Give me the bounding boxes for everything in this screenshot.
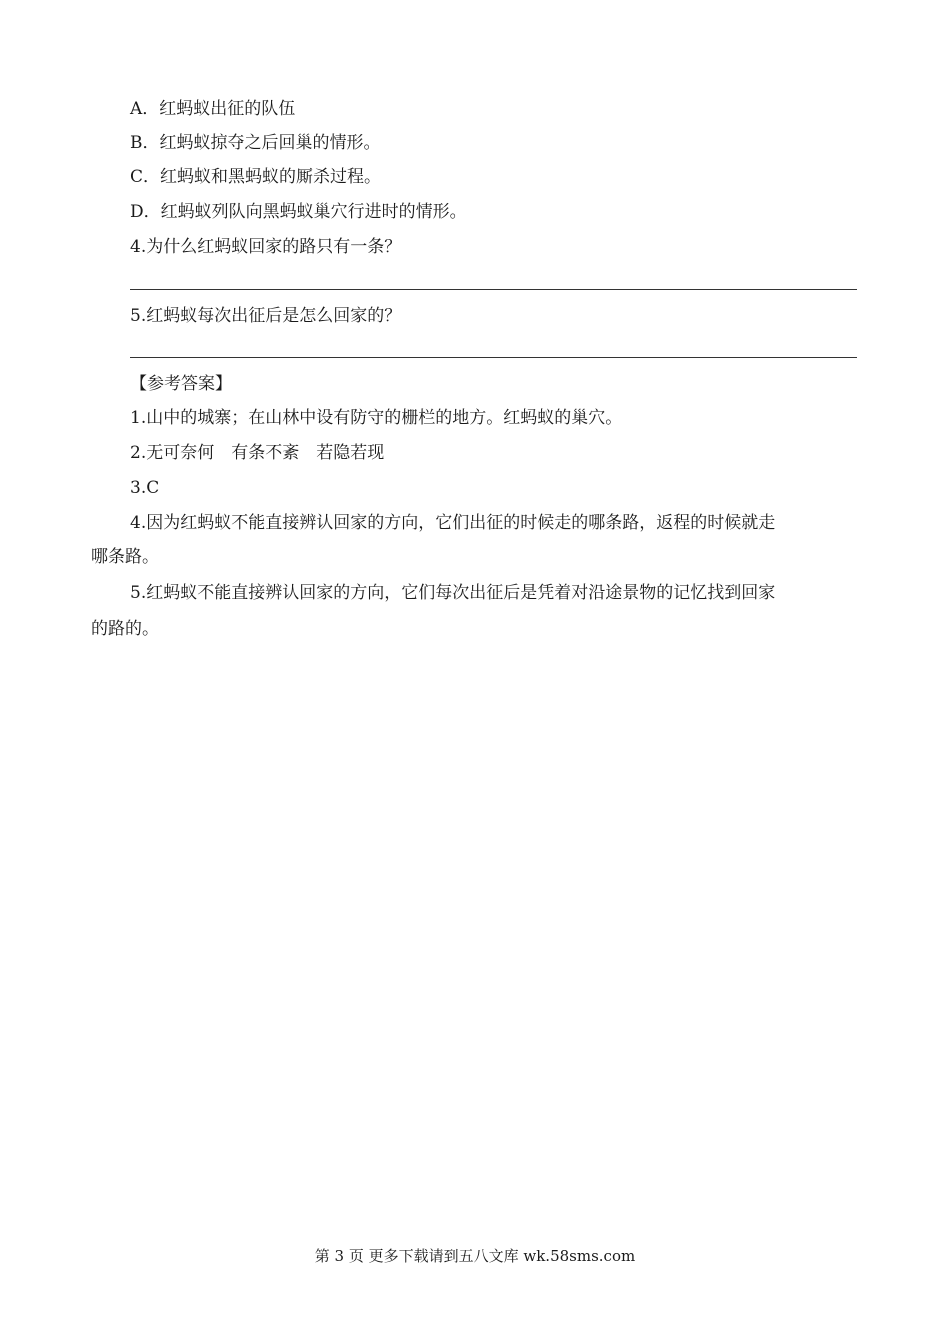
question-5: 5.红蚂蚁每次出征后是怎么回家的？: [130, 306, 402, 326]
answer-1: 1.山中的城寨；在山林中设有防守的栅栏的地方。红蚂蚁的巢穴。: [130, 408, 623, 428]
answer-5-line-1: 5.红蚂蚁不能直接辨认回家的方向，它们每次出征后是凭着对沿途景物的记忆找到回家: [130, 583, 776, 603]
option-b: B．红蚂蚁掠夺之后回巢的情形。: [130, 133, 381, 153]
question-4: 4.为什么红蚂蚁回家的路只有一条？: [130, 237, 402, 257]
answer-4-line-2: 哪条路。: [91, 547, 159, 567]
answer-4-line-1: 4.因为红蚂蚁不能直接辨认回家的方向，它们出征的时候走的哪条路，返程的时候就走: [130, 513, 776, 533]
answer-2: 2.无可奈何 有条不紊 若隐若现: [130, 443, 385, 463]
answers-heading: 【参考答案】: [130, 374, 232, 394]
answer-line-4: [130, 289, 857, 290]
page-footer: 第 3 页 更多下载请到五八文库 wk.58sms.com: [314, 1247, 636, 1265]
option-a: A．红蚂蚁出征的队伍: [130, 99, 296, 119]
option-d: D．红蚂蚁列队向黑蚂蚁巢穴行进时的情形。: [130, 202, 467, 222]
answer-line-5: [130, 357, 857, 358]
answer-3: 3.C: [130, 478, 160, 498]
answer-5-line-2: 的路的。: [91, 619, 159, 639]
option-c: C．红蚂蚁和黑蚂蚁的厮杀过程。: [130, 167, 382, 187]
